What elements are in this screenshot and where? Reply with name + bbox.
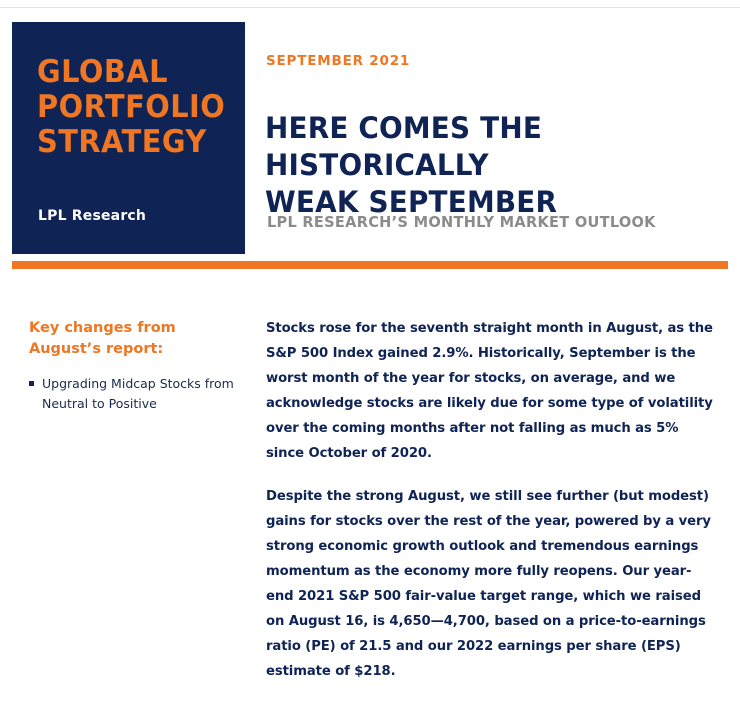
- masthead-title-line-1: GLOBAL: [37, 54, 168, 90]
- masthead-subtitle: LPL Research: [38, 208, 147, 224]
- orange-divider: [12, 261, 728, 269]
- key-changes-heading: [29, 318, 229, 360]
- key-changes-heading-line-1: Key changes from: [29, 320, 176, 336]
- masthead-title: [37, 54, 226, 160]
- headline-kicker: LPL RESEARCH’S MONTHLY MARKET OUTLOOK: [267, 213, 656, 231]
- body-paragraph: Despite the strong August, we still see further (but modest) gains for stocks over the rest of the year, powered by a very strong economic growth outlook and tremendous earnings momentum as the economy more fully reopens. Our year-end 2021 S&P 500 fair-value target range, which we raised on August 16, is 4,650—4,700, based on a price-to-earnings ratio (PE) of 21.5 and our 2022 earnings per share (EPS) estimate of $218.: [266, 489, 711, 679]
- masthead-title-line-3: STRATEGY: [37, 124, 207, 160]
- masthead-panel: [12, 22, 245, 254]
- key-changes-heading-line-2: August’s report:: [29, 341, 164, 357]
- body-paragraph: Stocks rose for the seventh straight month in August, as the S&P 500 Index gained 2.9%. Historically, September is the worst month of the year for stocks, on average, and we acknowledge stocks are likely due for some type of volatility over the coming months after not falling as much as 5% since October of 2020.: [266, 321, 713, 461]
- headline-line-2: WEAK SEPTEMBER: [265, 185, 558, 219]
- list-item: Upgrading Midcap Stocks from Neutral to Positive: [29, 374, 234, 414]
- page-title: [265, 110, 697, 221]
- masthead-title-line-2: PORTFOLIO: [37, 89, 226, 125]
- key-changes-list: [29, 374, 234, 414]
- headline-line-1: HERE COMES THE HISTORICALLY: [265, 111, 543, 182]
- page-top-rule: [0, 0, 740, 8]
- issue-date: SEPTEMBER 2021: [266, 53, 411, 69]
- body-copy: [266, 316, 718, 702]
